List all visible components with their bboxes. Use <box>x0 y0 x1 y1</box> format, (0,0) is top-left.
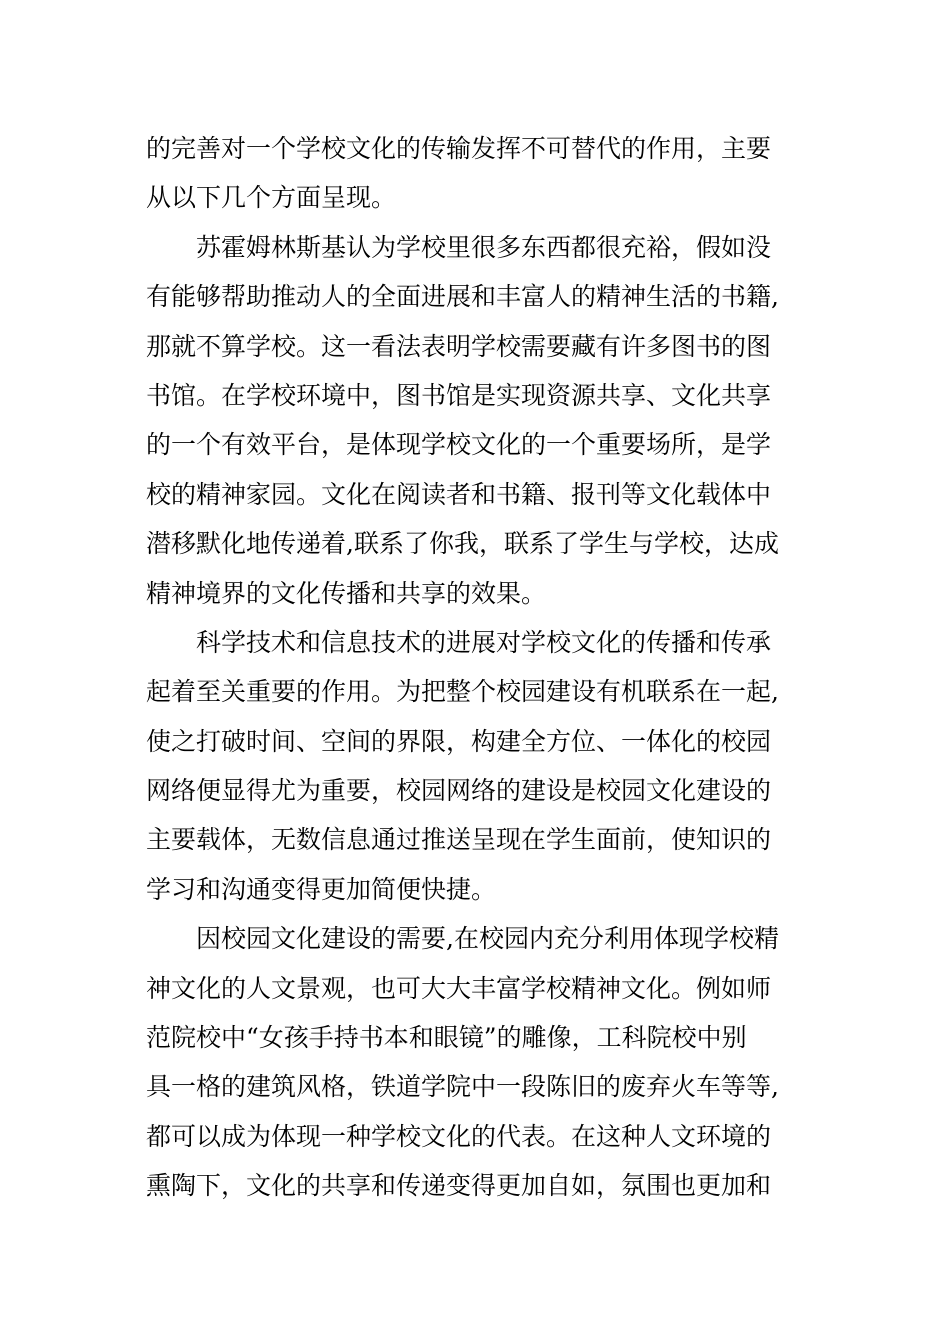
text-line: 主要载体，无数信息通过推送呈现在学生面前，使知识的 <box>146 825 772 855</box>
text-line: 精神境界的文化传播和共享的效果。 <box>146 578 547 608</box>
text-line: 那就不算学校。这一看法表明学校需要藏有许多图书的图 <box>146 331 772 361</box>
text-line: 潜移默化地传递着,联系了你我，联系了学生与学校，达成 <box>146 529 779 559</box>
text-line: 校的精神家园。文化在阅读者和书籍、报刊等文化载体中 <box>146 479 772 509</box>
text-line: 有能够帮助推动人的全面进展和丰富人的精神生活的书籍, <box>146 282 779 312</box>
body-text <box>146 124 806 1211</box>
text-line: 范院校中“女孩手持书本和眼镜”的雕像，工科院校中别 <box>146 1023 747 1053</box>
text-line: 的完善对一个学校文化的传输发挥不可替代的作用，主要 <box>146 134 772 163</box>
text-line: 起着至关重要的作用。为把整个校园建设有机联系在一起, <box>146 677 779 707</box>
text-line: 具一格的建筑风格，铁道学院中一段陈旧的废弃火车等等, <box>146 1072 779 1102</box>
paragraph-first-line: 科学技术和信息技术的进展对学校文化的传播和传承 <box>196 627 772 657</box>
text-line: 使之打破时间、空间的界限，构建全方位、一体化的校园 <box>146 726 772 756</box>
text-line: 从以下几个方面呈现。 <box>146 183 397 213</box>
text-line: 学习和沟通变得更加简便快捷。 <box>146 874 497 904</box>
text-line: 都可以成为体现一种学校文化的代表。在这种人文环境的 <box>146 1121 772 1151</box>
text-line: 网络便显得尤为重要，校园网络的建设是校园文化建设的 <box>146 776 772 806</box>
paragraph-first-line: 苏霍姆林斯基认为学校里很多东西都很充裕，假如没 <box>196 232 772 262</box>
text-line: 书馆。在学校环境中，图书馆是实现资源共享、文化共享 <box>146 380 772 410</box>
text-line: 熏陶下，文化的共享和传递变得更加自如，氛围也更加和 <box>146 1171 772 1201</box>
text-line: 神文化的人文景观，也可大大丰富学校精神文化。例如师 <box>146 973 772 1003</box>
paragraph-first-line: 因校园文化建设的需要,在校园内充分利用体现学校精 <box>196 924 779 954</box>
text-line: 的一个有效平台，是体现学校文化的一个重要场所，是学 <box>146 430 772 460</box>
